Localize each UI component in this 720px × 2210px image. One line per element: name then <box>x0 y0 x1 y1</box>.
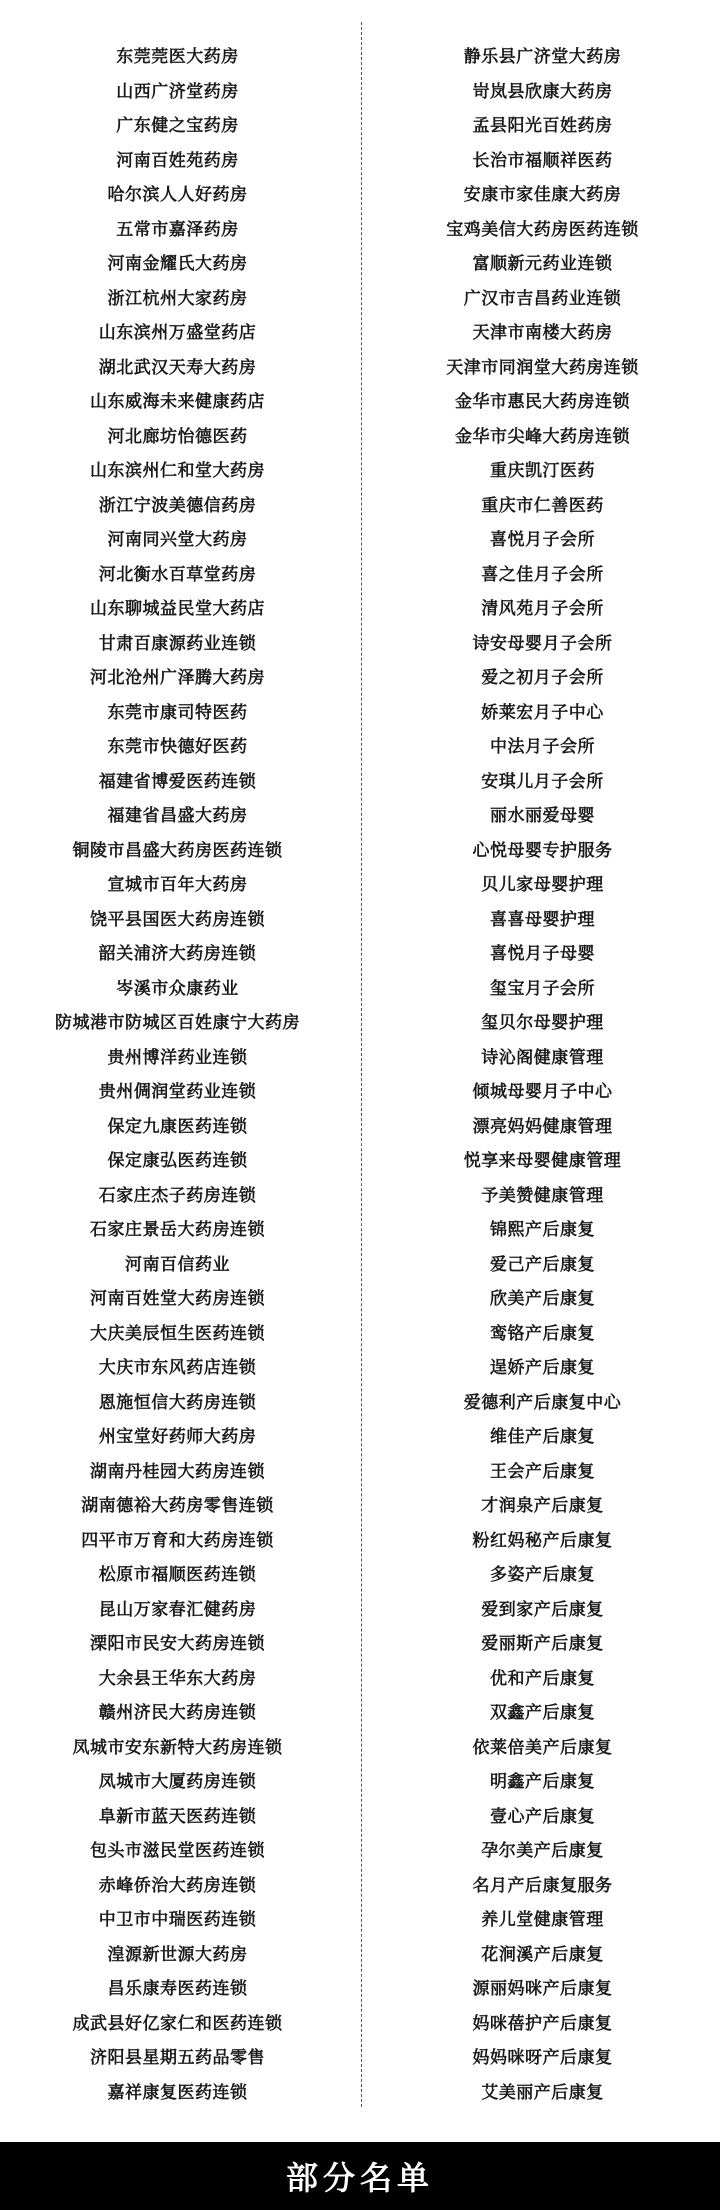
list-item: 松原市福顺医药连锁 <box>98 1565 257 1585</box>
list-item: 河南百姓苑药房 <box>116 150 239 171</box>
list-item: 州宝堂好药师大药房 <box>98 1427 257 1447</box>
list-item: 山西广济堂药房 <box>116 81 239 102</box>
list-item: 岑溪市众康药业 <box>116 978 239 999</box>
list-item: 河北廊坊怡德医药 <box>107 426 248 447</box>
list-item: 养儿堂健康管理 <box>481 1910 604 1930</box>
list-item: 嘉祥康复医药连锁 <box>107 2082 248 2103</box>
list-item: 保定九康医药连锁 <box>107 1116 248 1137</box>
left-column <box>0 40 360 2110</box>
list-item: 双鑫产后康复 <box>490 1703 595 1723</box>
list-item: 东莞市康司特医药 <box>107 702 248 723</box>
list-item: 爱己产后康复 <box>490 1254 595 1275</box>
list-item: 凤城市大厦药房连锁 <box>98 1772 257 1792</box>
right-column <box>360 40 720 2110</box>
list-item: 成武县好亿家仁和医药连锁 <box>72 2013 283 2034</box>
list-item: 凤城市安东新特大药房连锁 <box>72 1737 283 1758</box>
list-item: 浙江宁波美德信药房 <box>98 495 257 516</box>
list-item: 金华市惠民大药房连锁 <box>455 392 630 412</box>
list-item: 山东威海未来健康药店 <box>90 392 265 412</box>
list-item: 玺贝尔母婴护理 <box>481 1013 604 1033</box>
list-item: 清风苑月子会所 <box>481 599 604 619</box>
list-item: 明鑫产后康复 <box>490 1772 595 1792</box>
list-item: 孕尔美产后康复 <box>481 1841 604 1861</box>
list-item: 爱之初月子会所 <box>481 668 604 688</box>
list-item: 贵州倜润堂药业连锁 <box>98 1082 257 1102</box>
list-item: 山东聊城益民堂大药店 <box>90 599 265 619</box>
list-item: 岢岚县欣康大药房 <box>472 81 613 102</box>
list-item: 浙江杭州大家药房 <box>107 288 248 309</box>
list-item: 四平市万育和大药房连锁 <box>81 1530 274 1551</box>
list-item: 安康市家佳康大药房 <box>463 185 622 205</box>
list-item: 宣城市百年大药房 <box>107 875 248 895</box>
list-item: 东莞市快德好医药 <box>107 737 248 757</box>
list-item: 安琪儿月子会所 <box>481 771 604 792</box>
list-item: 大庆市东风药店连锁 <box>98 1358 257 1378</box>
list-item: 喜喜母婴护理 <box>490 909 595 930</box>
list-item: 壹心产后康复 <box>490 1806 595 1827</box>
list-item: 欣美产后康复 <box>490 1289 595 1309</box>
list-item: 山东滨州万盛堂药店 <box>98 323 257 343</box>
list-item: 恩施恒信大药房连锁 <box>98 1392 257 1413</box>
list-item: 静乐县广济堂大药房 <box>463 47 622 67</box>
list-item: 维佳产后康复 <box>490 1427 595 1447</box>
list-item: 爱丽斯产后康复 <box>481 1634 604 1654</box>
list-item: 艾美丽产后康复 <box>481 2082 604 2103</box>
list-item: 妈咪蓓护产后康复 <box>472 2013 613 2034</box>
list-item: 重庆市仁善医药 <box>481 495 604 516</box>
list-item: 玺宝月子会所 <box>490 978 595 999</box>
list-item: 喜悦月子会所 <box>490 530 595 550</box>
list-item: 石家庄景岳大药房连锁 <box>90 1220 265 1240</box>
list-item: 花涧溪产后康复 <box>481 1944 604 1965</box>
list-item: 大余县王华东大药房 <box>98 1668 257 1689</box>
list-item: 妈妈咪呀产后康复 <box>472 2048 613 2068</box>
list-item: 韶关浦济大药房连锁 <box>98 944 257 964</box>
list-item: 予美赞健康管理 <box>481 1185 604 1206</box>
list-item: 广汉市吉昌药业连锁 <box>463 288 622 309</box>
list-item: 福建省昌盛大药房 <box>107 806 248 826</box>
list-item: 喜之佳月子会所 <box>481 564 604 585</box>
list-item: 喜悦月子母婴 <box>490 944 595 964</box>
list-item: 粉红妈秘产后康复 <box>472 1530 613 1551</box>
list-item: 丽水丽爱母婴 <box>490 806 595 826</box>
list-item: 哈尔滨人人好药房 <box>107 185 248 205</box>
list-item: 富顺新元药业连锁 <box>472 254 613 274</box>
list-item: 天津市同润堂大药房连锁 <box>446 357 639 378</box>
list-item: 河北衡水百草堂药房 <box>98 564 257 585</box>
list-item: 爱到家产后康复 <box>481 1599 604 1620</box>
list-item: 王会产后康复 <box>490 1461 595 1482</box>
list-item: 倾城母婴月子中心 <box>472 1082 613 1102</box>
list-item: 大庆美辰恒生医药连锁 <box>90 1323 265 1344</box>
list-item: 长治市福顺祥医药 <box>472 150 613 171</box>
list-item: 湖南德裕大药房零售连锁 <box>81 1496 274 1516</box>
list-item: 济阳县星期五药品零售 <box>90 2048 265 2068</box>
list-item: 漂亮妈妈健康管理 <box>472 1116 613 1137</box>
list-item: 河北沧州广泽腾大药房 <box>90 668 265 688</box>
list-item: 河南百姓堂大药房连锁 <box>90 1289 265 1309</box>
list-item: 中卫市中瑞医药连锁 <box>98 1910 257 1930</box>
list-item: 天津市南楼大药房 <box>472 323 613 343</box>
list-item: 包头市滋民堂医药连锁 <box>90 1841 265 1861</box>
list-item: 重庆凯汀医药 <box>490 461 595 481</box>
list-item: 石家庄杰子药房连锁 <box>98 1185 257 1206</box>
list-item: 湟源新世源大药房 <box>107 1944 248 1965</box>
list-item: 爱德利产后康复中心 <box>463 1392 622 1413</box>
list-item: 源丽妈咪产后康复 <box>472 1979 613 1999</box>
list-item: 赤峰侨治大药房连锁 <box>98 1875 257 1896</box>
list-item: 五常市嘉泽药房 <box>116 219 239 240</box>
list-item: 昆山万家春汇健药房 <box>98 1599 257 1620</box>
list-item: 福建省博爱医药连锁 <box>98 771 257 792</box>
list-item: 河南同兴堂大药房 <box>107 530 248 550</box>
list-item: 金华市尖峰大药房连锁 <box>455 426 630 447</box>
list-item: 心悦母婴专护服务 <box>472 840 613 861</box>
list-item: 湖南丹桂园大药房连锁 <box>90 1461 265 1482</box>
list-item: 诗沁阁健康管理 <box>481 1047 604 1068</box>
list-item: 河南金耀氏大药房 <box>107 254 248 274</box>
footer-banner <box>0 2142 720 2210</box>
list-item: 贝儿家母婴护理 <box>481 875 604 895</box>
list-item: 中法月子会所 <box>490 737 595 757</box>
footer-label: 部分名单 <box>285 2159 434 2197</box>
list-item: 多姿产后康复 <box>490 1565 595 1585</box>
list-item: 山东滨州仁和堂大药房 <box>90 461 265 481</box>
list-item: 依莱倍美产后康复 <box>472 1737 613 1758</box>
list-item: 逞娇产后康复 <box>490 1358 595 1378</box>
list-item: 保定康弘医药连锁 <box>107 1151 248 1171</box>
list-item: 广东健之宝药房 <box>116 116 239 136</box>
list-item: 锦熙产后康复 <box>490 1220 595 1240</box>
list-item: 防城港市防城区百姓康宁大药房 <box>55 1013 300 1033</box>
column-divider <box>361 22 362 2107</box>
list-item: 赣州济民大药房连锁 <box>98 1703 257 1723</box>
list-item: 河南百信药业 <box>125 1254 230 1275</box>
list-item: 东莞莞医大药房 <box>116 47 239 67</box>
list-item: 铜陵市昌盛大药房医药连锁 <box>72 840 283 861</box>
list-item: 湖北武汉天寿大药房 <box>98 357 257 378</box>
list-item: 悦享来母婴健康管理 <box>463 1151 622 1171</box>
list-item: 昌乐康寿医药连锁 <box>107 1979 248 1999</box>
list-item: 优和产后康复 <box>490 1668 595 1689</box>
list-item: 孟县阳光百姓药房 <box>472 116 613 136</box>
list-item: 才润泉产后康复 <box>481 1496 604 1516</box>
name-list <box>0 40 720 2105</box>
list-item: 贵州博洋药业连锁 <box>107 1047 248 1068</box>
list-item: 诗安母婴月子会所 <box>472 633 613 654</box>
list-item: 娇莱宏月子中心 <box>481 702 604 723</box>
list-item: 溧阳市民安大药房连锁 <box>90 1634 265 1654</box>
list-item: 饶平县国医大药房连锁 <box>90 909 265 930</box>
list-item: 阜新市蓝天医药连锁 <box>98 1806 257 1827</box>
list-item: 名月产后康复服务 <box>472 1875 613 1896</box>
list-item: 宝鸡美信大药房医药连锁 <box>446 219 639 240</box>
list-item: 甘肃百康源药业连锁 <box>98 633 257 654</box>
list-item: 鸾铬产后康复 <box>490 1323 595 1344</box>
